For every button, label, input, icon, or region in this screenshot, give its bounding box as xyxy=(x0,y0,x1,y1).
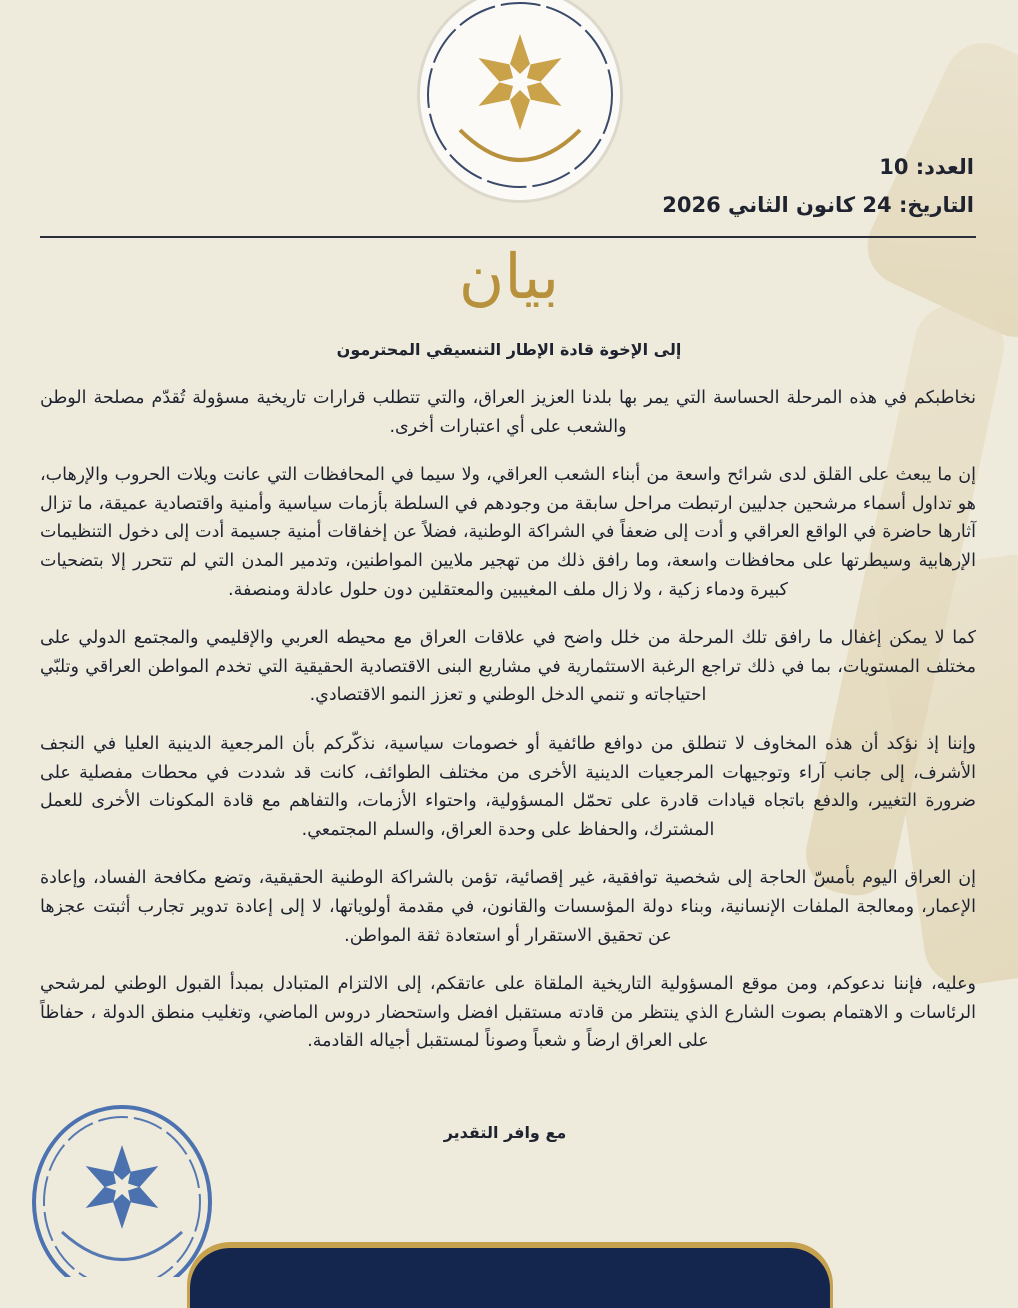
paragraph: نخاطبكم في هذه المرحلة الحساسة التي يمر بها بلدنا العزيز العراق، والتي تتطلب قرارات تاريخية مسؤولة تُقدّم مصلحة الوطن والشعب على أي اعتبارات أخرى. xyxy=(40,388,976,437)
paragraph: وإننا إذ نؤكد أن هذه المخاوف لا تنطلق من دوافع طائفية أو خصومات سياسية، نذكّركم بأن المرجعية الدينية العليا في النجف الأشرف، إلى جانب آراء وتوجيهات المرجعيات الدينية الأخرى من مختلف الطوائف، كانت قد شددت في محطات مفصلية على ضرورة التغيير، والدفع باتجاه قيادات قادرة على تحمّل المسؤولية، واحتواء الأزمات، والتفاهم مع قادة المكونات الأخرى للعمل المشترك، والحفاظ على وحدة العراق، والسلم المجتمعي. xyxy=(40,733,976,840)
paragraph: كما لا يمكن إغفال ما رافق تلك المرحلة من خلل واضح في علاقات العراق مع محيطه العربي والإقليمي والمجتمع الدولي على مختلف المستويات، بما في ذلك تراجع الرغبة الاستثمارية في مشاريع البنى الاقتصادية الحقيقية التي تخدم المواطن العراقي وتلبّي احتياجاته و تنمي الدخل الوطني و تعزز النمو الاقتصادي. xyxy=(40,628,976,706)
paragraph: وعليه، فإننا ندعوكم، ومن موقع المسؤولية التاريخية الملقاة على عاتقكم، إلى الالتزام المتبادل بمبدأ القبول الوطني لمرشحي الرئاسات و الاهتمام بصوت الشارع الذي ينتظر من قادته مستقبل افضل واستحضار دروس الماضي، وتغليب منطق الدولة ، حفاظاً على العراق ارضاً و شعباً وصوناً لمستقبل أجياله القادمة. xyxy=(40,974,976,1052)
closing: مع وافر التقدير xyxy=(443,1123,567,1142)
paragraph: إن ما يبعث على القلق لدى شرائح واسعة من أبناء الشعب العراقي، ولا سيما في المحافظات التي عانت ويلات الحروب والإرهاب، هو تداول أسماء مرشحين جدليين ارتبطت مراحل سابقة من وجودهم في السلطة بأزمات سياسية وأمنية واقتصادية عميقة، ما تزال آثارها حاضرة في الواقع العراقي و أدت إلى ضعفاً في الشراكة الوطنية، فضلاً عن إخفاقات أمنية جسيمة أدت إلى دخول التنظيمات الإرهابية وسيطرتها على محافظات واسعة، وما رافق ذلك من تهجير ملايين المواطنين، وتدمير المدن التي لم تتحرر إلا بتضحيات كبيرة ودماء زكية ، ولا زال ملف المغيبين والمعتقلين دون حلول عادلة ومنصفة. xyxy=(40,465,976,600)
organization-logo xyxy=(420,0,620,200)
document-date: التاريخ: 24 كانون الثاني 2026 xyxy=(662,193,974,217)
document-meta xyxy=(662,148,974,224)
document-number: العدد: 10 xyxy=(879,155,974,179)
footer-banner xyxy=(190,1248,830,1308)
header-divider xyxy=(40,236,976,238)
statement-body xyxy=(40,384,976,1076)
addressee: إلى الإخوة قادة الإطار التنسيقي المحترمون xyxy=(336,340,682,359)
page-title: بيان xyxy=(458,240,560,313)
seal-stamp xyxy=(22,1102,227,1277)
paragraph: إن العراق اليوم بأمسّ الحاجة إلى شخصية توافقية، غير إقصائية، تؤمن بالشراكة الوطنية الحقيقية، وتضع مكافحة الفساد، وإعادة الإعمار، ومعالجة الملفات الإنسانية، وبناء دولة المؤسسات والقانون، في مقدمة أولوياتها، لا إلى إعادة تدوير تجارب أثبتت عجزها عن تحقيق الاستقرار أو استعادة ثقة المواطن. xyxy=(40,868,976,946)
